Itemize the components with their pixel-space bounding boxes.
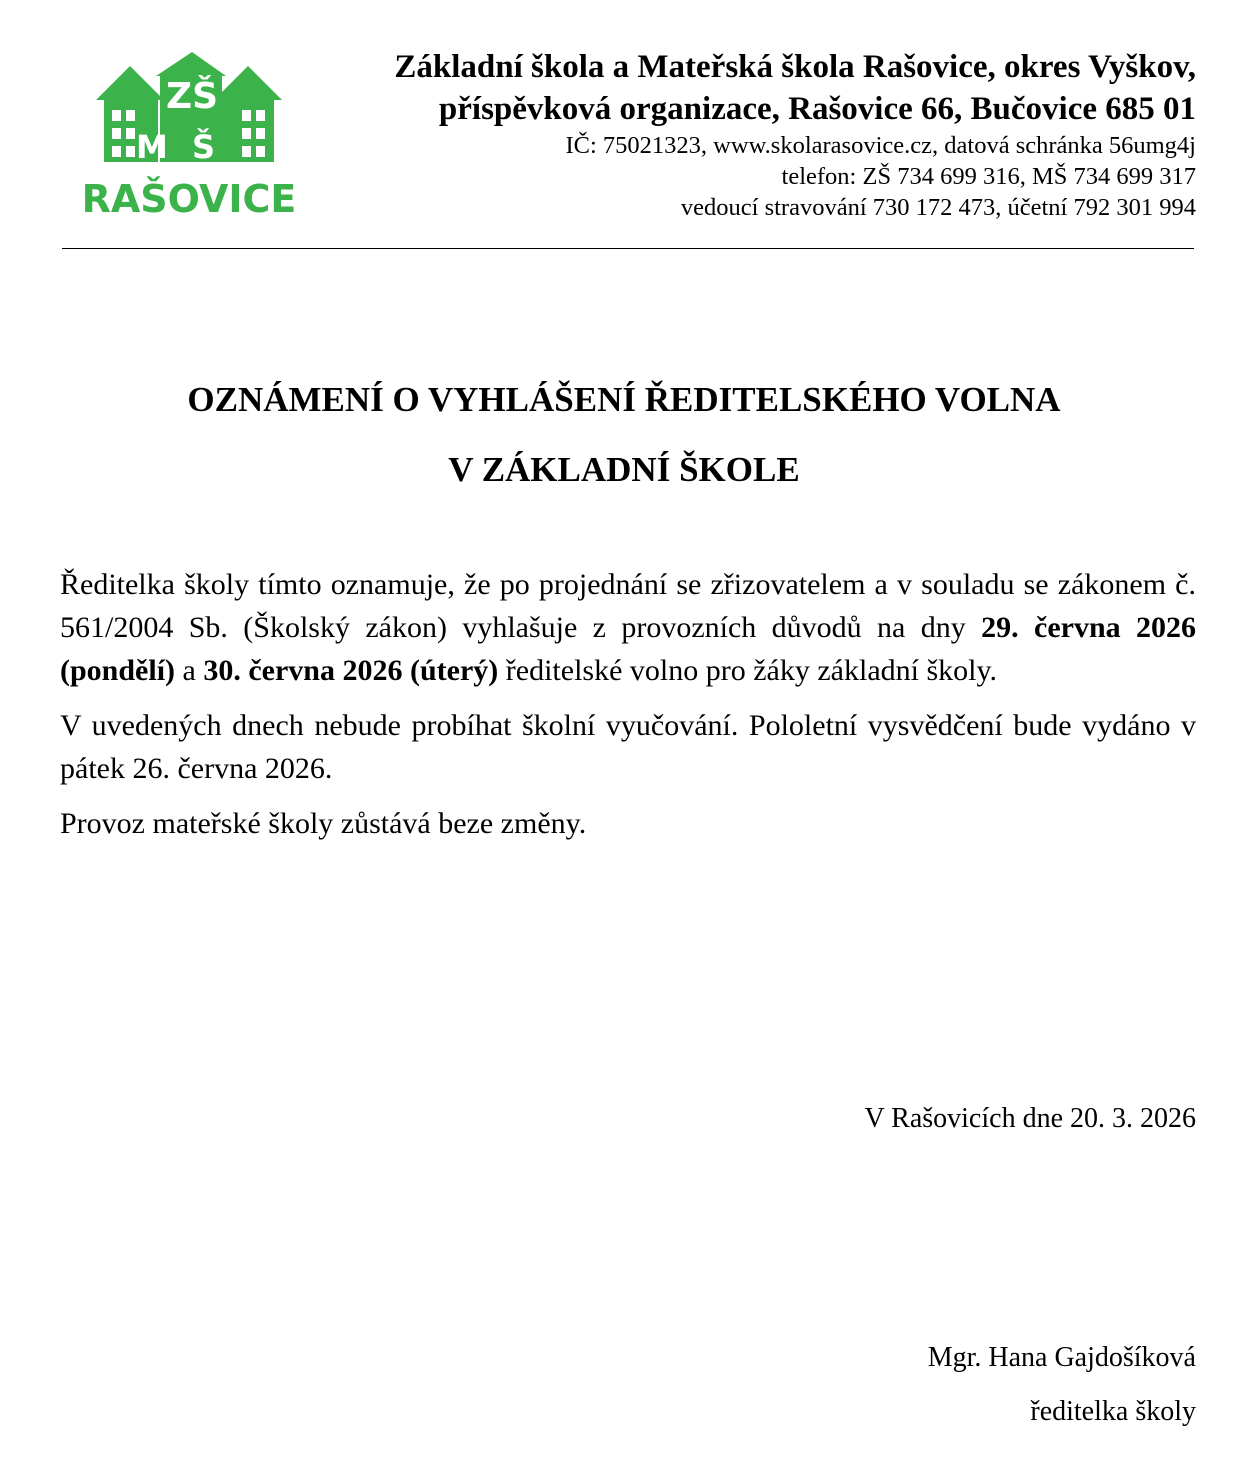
logo-town-name: RAŠOVICE (81, 177, 297, 220)
letterhead (296, 46, 1196, 223)
school-logo (74, 46, 304, 220)
logo-s-text: Š (192, 128, 216, 166)
org-name-line-2: příspěvková organizace, Rašovice 66, Bučovice 685 01 (438, 91, 1196, 127)
title-line-2: V ZÁKLADNÍ ŠKOLE (448, 450, 800, 489)
date-and-place: V Rašovicích dne 20. 3. 2026 (864, 1103, 1196, 1134)
logo-zs-text: ZŠ (166, 76, 219, 117)
document-title (0, 365, 1248, 505)
signatory-role: ředitelka školy (1030, 1396, 1196, 1427)
announcement-text-start: Ředitelka školy tímto oznamuje, že po projednání se zřizovatelem a v souladu se zákonem č. 561/2004 Sb. (Školský zákon) vyhlašuje z provozních důvodů na dny (60, 568, 1196, 644)
date-second-day: 30. června 2026 (úterý) (203, 654, 499, 687)
paragraph-announcement (60, 563, 1196, 692)
logo-right-roof (214, 66, 282, 100)
contact-phone: telefon: ZŠ 734 699 316, MŠ 734 699 317 (781, 163, 1196, 190)
contact-id-web: IČ: 75021323, www.skolarasovice.cz, datová schránka 56umg4j (565, 132, 1196, 159)
announcement-text-end: ředitelské volno pro žáky základní školy. (498, 654, 998, 687)
signatory-name: Mgr. Hana Gajdošíková (927, 1342, 1196, 1373)
paragraph-kindergarten: Provoz mateřské školy zůstává beze změny. (60, 807, 587, 840)
signature-block (928, 1331, 1196, 1439)
document-body (60, 563, 1196, 857)
paragraph-no-classes: V uvedených dnech nebude probíhat školní vyučování. Pololetní vysvědčení bude vydáno v pátek 26. června 2026. (60, 709, 1196, 785)
logo-center-roof (156, 52, 226, 76)
date-first-day: 29. června 2026 (pondělí) (60, 611, 1197, 687)
logo-m-text: M (136, 128, 168, 166)
announcement-conjunction: a (175, 654, 204, 687)
contact-other-phones: vedoucí stravování 730 172 473, účetní 792 301 994 (680, 194, 1196, 221)
title-line-1: OZNÁMENÍ O VYHLÁŠENÍ ŘEDITELSKÉHO VOLNA (187, 380, 1061, 419)
header-divider (62, 248, 1194, 249)
org-name-line-1: Základní škola a Mateřská škola Rašovice, okres Vyškov, (394, 49, 1196, 85)
logo-left-roof (96, 66, 164, 100)
